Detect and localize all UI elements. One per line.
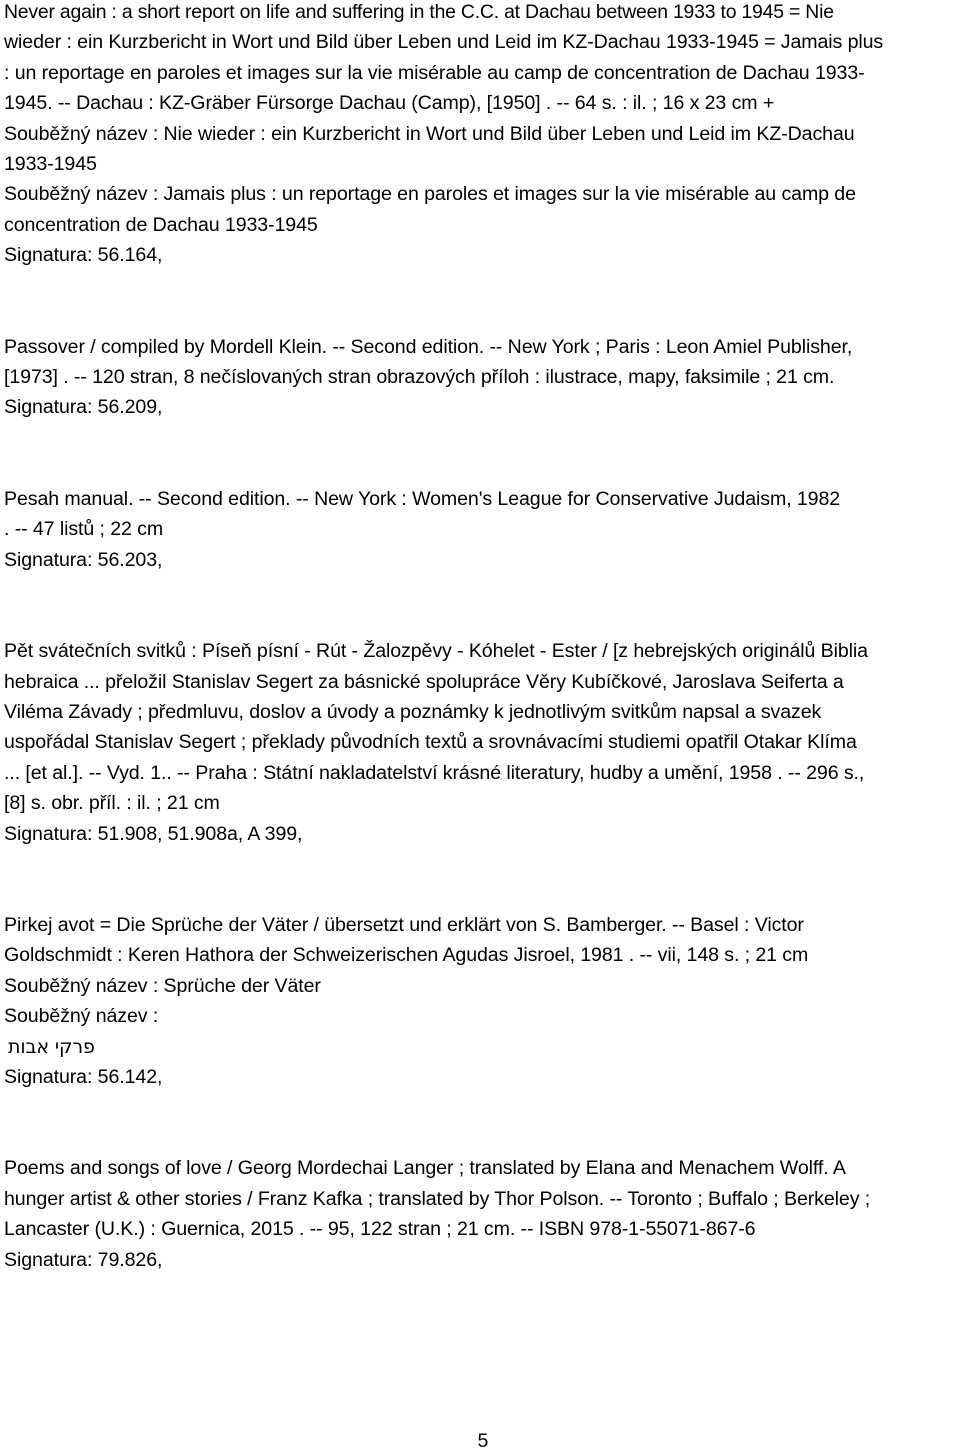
catalog-record: [4, 484, 954, 575]
record-separator: [4, 423, 954, 484]
signature-line: Signatura: 56.142,: [4, 1065, 163, 1088]
catalog-record: [4, 636, 954, 849]
record-line: concentration de Dachau 1933-1945: [4, 213, 318, 236]
record-line: Pět svátečních svitků : Píseň písní - Rút - Žalozpěvy - Kóhelet - Ester / [z hebrejských originálů Biblia: [4, 640, 868, 663]
catalog-record: [4, 0, 954, 271]
record-line: Never again : a short report on life and suffering in the C.C. at Dachau between 1933 to 1945 = Nie: [4, 1, 834, 23]
hebrew-title-line: [4, 1032, 954, 1062]
parallel-title-line: Souběžný název : Nie wieder : ein Kurzbericht in Wort und Bild über Leben und Leid im KZ-Dachau: [4, 122, 855, 145]
parallel-title-line: Souběžný název : Sprüche der Väter: [4, 974, 321, 997]
record-line: [8] s. obr. příl. : il. ; 21 cm: [4, 792, 220, 815]
record-line: ... [et al.]. -- Vyd. 1.. -- Praha : Státní nakladatelství krásné literatury, hudby a umění, 1958 . -- 296 s.,: [4, 761, 865, 784]
catalog-page: [4, 0, 954, 1275]
hebrew-title: פרקי אבות: [8, 1035, 95, 1058]
record-line: [1973] . -- 120 stran, 8 nečíslovaných stran obrazových příloh : ilustrace, mapy, faksimile ; 21 cm.: [4, 366, 835, 389]
record-line: 1933-1945: [4, 153, 97, 176]
record-line: Viléma Závady ; předmluvu, doslov a úvody a poznámky k jednotlivým svitkům napsal a svazek: [4, 700, 822, 723]
record-separator: [4, 1092, 954, 1153]
record-separator: [4, 271, 954, 332]
record-line: 1945. -- Dachau : KZ-Gräber Fürsorge Dachau (Camp), [1950] . -- 64 s. : il. ; 16 x 23 cm +: [4, 92, 775, 115]
record-line: : un reportage en paroles et images sur la vie misérable au camp de concentration de Dachau 1933-: [4, 61, 865, 84]
record-line: hebraica ... přeložil Stanislav Segert za básnické spolupráce Věry Kubíčkové, Jaroslava Seiferta a: [4, 670, 844, 693]
parallel-title-line: Souběžný název :: [4, 1005, 159, 1028]
signature-line: Signatura: 56.164,: [4, 244, 163, 267]
record-line: wieder : ein Kurzbericht in Wort und Bild über Leben und Leid im KZ-Dachau 1933-1945 = Jamais plus: [4, 31, 884, 54]
catalog-record: [4, 1153, 954, 1275]
record-line: uspořádal Stanislav Segert ; překlady původních textů a srovnávacími studiemi opatřil Otakar Klíma: [4, 731, 857, 754]
catalog-record: [4, 332, 954, 423]
record-line: Passover / compiled by Mordell Klein. -- Second edition. -- New York ; Paris : Leon Amiel Publisher,: [4, 335, 853, 358]
parallel-title-line: Souběžný název : Jamais plus : un reportage en paroles et images sur la vie misérable au camp de: [4, 183, 856, 206]
record-separator: [4, 575, 954, 636]
record-line: hunger artist & other stories / Franz Kafka ; translated by Thor Polson. -- Toronto ; Buffalo ; Berkeley ;: [4, 1187, 871, 1210]
catalog-record: [4, 910, 954, 1092]
record-line: Pirkej avot = Die Sprüche der Väter / übersetzt und erklärt von S. Bamberger. -- Basel : Victor: [4, 913, 804, 936]
page-number: 5: [477, 1430, 489, 1452]
signature-line: Signatura: 79.826,: [4, 1248, 163, 1271]
record-line: Poems and songs of love / Georg Mordechai Langer ; translated by Elana and Menachem Wolff. A: [4, 1157, 846, 1180]
signature-line: Signatura: 56.203,: [4, 548, 163, 571]
record-line: . -- 47 listů ; 22 cm: [4, 518, 164, 541]
record-line: Goldschmidt : Keren Hathora der Schweizerischen Agudas Jisroel, 1981 . -- vii, 148 s. ; 21 cm: [4, 944, 809, 967]
record-line: Lancaster (U.K.) : Guernica, 2015 . -- 95, 122 stran ; 21 cm. -- ISBN 978-1-55071-867-6: [4, 1218, 756, 1241]
record-line: Pesah manual. -- Second edition. -- New York : Women's League for Conservative Judaism, 1982: [4, 487, 841, 510]
signature-line: Signatura: 56.209,: [4, 396, 163, 419]
signature-line: Signatura: 51.908, 51.908a, A 399,: [4, 822, 303, 845]
record-separator: [4, 849, 954, 910]
